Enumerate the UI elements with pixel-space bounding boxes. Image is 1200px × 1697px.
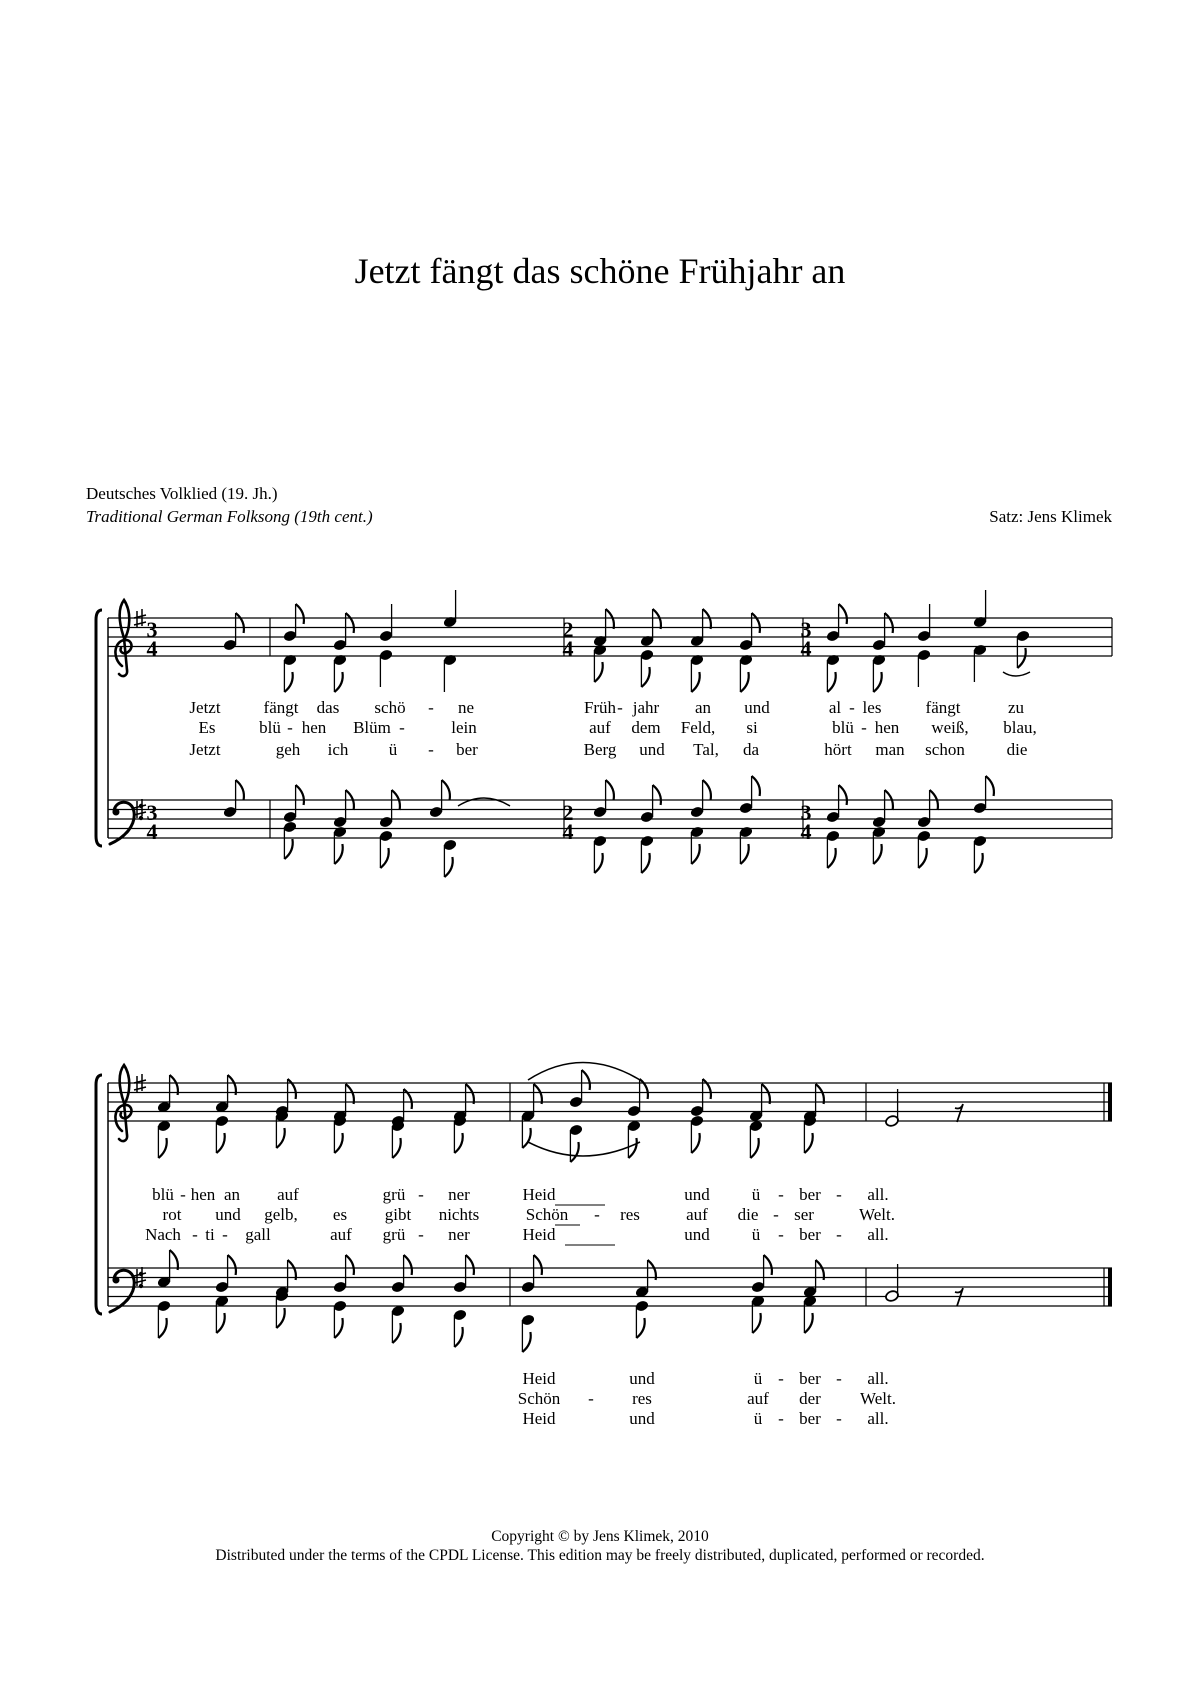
- note-flag: [740, 672, 748, 692]
- lyric: res: [632, 1389, 652, 1408]
- lyric: ü: [753, 1409, 763, 1428]
- note-flag: [288, 1079, 296, 1099]
- lyrics-system-2-upper: [145, 1185, 895, 1244]
- lyric: Schön: [525, 1205, 569, 1224]
- note-flag: [380, 848, 388, 868]
- ts-bass-1-top: 3: [146, 800, 158, 825]
- lyric: ich: [327, 740, 349, 759]
- note-flag: [873, 672, 881, 692]
- lyric: -: [287, 718, 293, 737]
- note-flag: [691, 672, 699, 692]
- lyric: nichts: [438, 1205, 480, 1224]
- lyric: und: [684, 1225, 710, 1244]
- note-flag: [404, 1255, 412, 1275]
- note-flag: [346, 1255, 354, 1275]
- lyric: grü: [382, 1225, 406, 1244]
- lyric: -: [399, 718, 405, 737]
- note-flag: [628, 1138, 636, 1158]
- lyric: fängt: [925, 698, 961, 717]
- lyric: an: [694, 698, 712, 717]
- note-flag: [334, 844, 342, 864]
- lyric: -: [222, 1225, 228, 1244]
- lyric: Feld,: [680, 718, 716, 737]
- lyric: rot: [162, 1205, 182, 1224]
- note-flag: [594, 662, 602, 682]
- lyric: al: [828, 698, 842, 717]
- note-flag: [236, 780, 244, 800]
- source-german: Deutsches Volklied (19. Jh.): [86, 484, 278, 503]
- lyric: ü: [388, 740, 398, 759]
- lyric: Es: [198, 718, 216, 737]
- ts-treble-1-bottom: 4: [146, 636, 158, 661]
- note-flag: [703, 780, 711, 800]
- note-flag: [296, 785, 304, 805]
- note-flag: [974, 853, 982, 873]
- note-flag: [334, 1133, 342, 1153]
- lyric: auf: [686, 1205, 708, 1224]
- lyric: und: [639, 740, 665, 759]
- lyric: jahr: [632, 698, 660, 717]
- lyric: ber: [799, 1225, 821, 1244]
- lyric: Nach: [145, 1225, 181, 1244]
- note-flag: [334, 1318, 342, 1338]
- ts-bass-2-top: 2: [562, 800, 574, 825]
- lyric: si: [746, 718, 758, 737]
- lyric: Berg: [583, 740, 617, 759]
- lyric: -: [773, 1205, 779, 1224]
- lyric: fängt: [263, 698, 299, 717]
- lyric: Jetzt: [189, 698, 221, 717]
- lyric: geh: [275, 740, 301, 759]
- lyric: grü: [382, 1185, 406, 1204]
- note-flag: [284, 672, 292, 692]
- lyric: -: [836, 1369, 842, 1388]
- note-flag: [570, 1142, 578, 1162]
- ts-bass-2-bottom: 4: [562, 819, 574, 844]
- lyric: lein: [451, 718, 477, 737]
- lyric: -: [617, 698, 623, 717]
- note-flag: [444, 857, 452, 877]
- sharp-icon: [134, 1267, 146, 1286]
- lyric: ber: [799, 1369, 821, 1388]
- lyric: an: [223, 1185, 241, 1204]
- note-flag: [752, 776, 760, 796]
- note-flag: [827, 672, 835, 692]
- lyric: auf: [589, 718, 611, 737]
- note-flag: [534, 1084, 542, 1104]
- note-flag: [636, 1318, 644, 1338]
- lyric: all.: [867, 1409, 889, 1428]
- lyric: blü: [832, 718, 854, 737]
- lyric: weiß,: [931, 718, 969, 737]
- lyric: Jetzt: [189, 740, 221, 759]
- lyric: Welt.: [860, 1389, 896, 1408]
- note-flag: [641, 667, 649, 687]
- lyric: die: [1006, 740, 1028, 759]
- note-flag: [752, 1313, 760, 1333]
- note-flag: [158, 1138, 166, 1158]
- lyric: all.: [867, 1369, 889, 1388]
- lyric: all.: [867, 1225, 889, 1244]
- note-flag: [276, 1308, 284, 1328]
- lyric: gall: [245, 1225, 271, 1244]
- lyric: man: [875, 740, 905, 759]
- note-flag: [236, 613, 244, 633]
- ts-bass-3-top: 3: [800, 800, 812, 825]
- lyric: -: [836, 1225, 842, 1244]
- ts-treble-1-top: 3: [146, 617, 158, 642]
- lyric: und: [684, 1185, 710, 1204]
- note-flag: [606, 609, 614, 629]
- lyric: -: [192, 1225, 198, 1244]
- lyric: ü: [753, 1369, 763, 1388]
- lyric: -: [836, 1185, 842, 1204]
- lyric: all.: [867, 1185, 889, 1204]
- note-flag: [534, 1255, 542, 1275]
- clefs: [110, 600, 146, 1312]
- lyric: schö: [374, 698, 406, 717]
- note-flag: [752, 613, 760, 633]
- note-flag: [653, 609, 661, 629]
- lyric: -: [778, 1225, 784, 1244]
- note-flag: [804, 1313, 812, 1333]
- lyric: Heid: [522, 1185, 556, 1204]
- lyric: das: [316, 698, 340, 717]
- lyric: Schön: [517, 1389, 561, 1408]
- lyric: die: [737, 1205, 759, 1224]
- slur: [458, 798, 510, 806]
- lyric: Welt.: [859, 1205, 895, 1224]
- lyric: -: [180, 1185, 186, 1204]
- slur: [1003, 672, 1030, 676]
- treble-clef-icon: [115, 600, 131, 676]
- note-flag: [885, 613, 893, 633]
- note-flag: [691, 1133, 699, 1153]
- note-flag: [804, 1133, 812, 1153]
- note-flag: [466, 1084, 474, 1104]
- lyric: ser: [794, 1205, 814, 1224]
- ts-treble-2-top: 2: [562, 617, 574, 642]
- note-flag: [216, 1133, 224, 1153]
- note-flag: [582, 1070, 590, 1090]
- copyright-notice: [0, 1527, 1200, 1565]
- lyric: hört: [824, 740, 852, 759]
- system-brace: [96, 1075, 102, 1314]
- lyric: ne: [457, 698, 475, 717]
- lyric: Heid: [522, 1225, 556, 1244]
- lyric: dem: [631, 718, 661, 737]
- note-flag: [466, 1255, 474, 1275]
- note-flag: [691, 844, 699, 864]
- note-flag: [276, 1128, 284, 1148]
- system-brace: [96, 610, 102, 846]
- note-flag: [606, 780, 614, 800]
- note-flag: [442, 780, 450, 800]
- lyric: blü: [152, 1185, 174, 1204]
- note-flag: [392, 1138, 400, 1158]
- note-flag: [873, 844, 881, 864]
- lyric: -: [849, 698, 855, 717]
- lyric: -: [588, 1389, 594, 1408]
- note-flag: [346, 613, 354, 633]
- lyric: hen: [874, 718, 900, 737]
- page-title: Jetzt fängt das schöne Frühjahr an: [354, 251, 846, 291]
- lyric: Tal,: [693, 740, 719, 759]
- lyric: -: [778, 1369, 784, 1388]
- lyric: und: [629, 1369, 655, 1388]
- note-flag: [392, 1323, 400, 1343]
- lyric: -: [594, 1205, 600, 1224]
- ts-bass-3-bottom: 4: [800, 819, 812, 844]
- lyric: -: [836, 1409, 842, 1428]
- note-flag: [762, 1084, 770, 1104]
- arranger-credit: Satz: Jens Klimek: [989, 507, 1112, 526]
- note-flag: [839, 604, 847, 624]
- lyric: da: [742, 740, 760, 759]
- note-flag: [594, 853, 602, 873]
- lyric: -: [418, 1185, 424, 1204]
- lyric: der: [799, 1389, 821, 1408]
- slur: [528, 1142, 640, 1156]
- note-flag: [170, 1250, 178, 1270]
- note-flag: [334, 672, 342, 692]
- note-flag: [454, 1327, 462, 1347]
- ts-treble-3-bottom: 4: [800, 636, 812, 661]
- lyric: res: [620, 1205, 640, 1224]
- lyrics-system-1: [189, 698, 1036, 759]
- lyric: ti: [205, 1225, 215, 1244]
- lyric: ber: [799, 1185, 821, 1204]
- ts-treble-2-bottom: 4: [562, 636, 574, 661]
- treble-clef-icon: [115, 1065, 131, 1141]
- lyric: gibt: [384, 1205, 412, 1224]
- note-flag: [816, 1084, 824, 1104]
- note-flag: [703, 1079, 711, 1099]
- lyric: blau,: [1003, 718, 1037, 737]
- note-flag: [284, 839, 292, 859]
- lyric: -: [418, 1225, 424, 1244]
- lyric: gelb,: [264, 1205, 298, 1224]
- lyric: auf: [330, 1225, 352, 1244]
- lyric: und: [215, 1205, 241, 1224]
- system-braces: [96, 610, 108, 1314]
- lyric: es: [332, 1205, 348, 1224]
- note-flag: [827, 848, 835, 868]
- lyric: hen: [190, 1185, 216, 1204]
- lyric: Heid: [522, 1369, 556, 1388]
- lyric: zu: [1007, 698, 1025, 717]
- lyric: -: [428, 740, 434, 759]
- lyric: auf: [277, 1185, 299, 1204]
- lyrics-system-2-lower: [518, 1369, 896, 1428]
- note-flag: [522, 1332, 530, 1352]
- lyric: schon: [925, 740, 965, 759]
- note-flag: [641, 853, 649, 873]
- note-flag: [346, 1084, 354, 1104]
- lyric: ner: [448, 1225, 470, 1244]
- lyric: -: [778, 1185, 784, 1204]
- ts-bass-1-bottom: 4: [146, 819, 158, 844]
- lyric: -: [778, 1409, 784, 1428]
- lyric: -: [861, 718, 867, 737]
- lyric: Heid: [522, 1409, 556, 1428]
- eighth-rest-icon: [955, 1104, 963, 1122]
- source-english: Traditional German Folksong (19th cent.): [86, 507, 373, 526]
- lyric: ü: [751, 1225, 761, 1244]
- note-flag: [703, 609, 711, 629]
- lyric: und: [629, 1409, 655, 1428]
- lyric: ber: [456, 740, 478, 759]
- lyric: hen: [301, 718, 327, 737]
- note-flag: [740, 844, 748, 864]
- lyric: les: [862, 698, 882, 717]
- note-flag: [986, 776, 994, 796]
- lyric: ner: [448, 1185, 470, 1204]
- note-flag: [839, 785, 847, 805]
- ts-treble-3-top: 3: [800, 617, 812, 642]
- lyric: ber: [799, 1409, 821, 1428]
- note-flag: [640, 1079, 648, 1099]
- lyric: auf: [747, 1389, 769, 1408]
- lyric: blü: [259, 718, 281, 737]
- note-flag: [750, 1138, 758, 1158]
- note-flag: [918, 848, 926, 868]
- license-line: Distributed under the terms of the CPDL License. This edition may be freely distributed, duplicated, performed or recorded.: [215, 1547, 985, 1564]
- lyric: Früh: [583, 698, 617, 717]
- lyric: -: [428, 698, 434, 717]
- note-flag: [216, 1313, 224, 1333]
- note-flag: [296, 604, 304, 624]
- lyric: ü: [751, 1185, 761, 1204]
- note-flag: [1017, 648, 1025, 668]
- note-flag: [454, 1133, 462, 1153]
- note-flag: [228, 1255, 236, 1275]
- sharp-icon: [134, 799, 146, 818]
- note-flag: [158, 1318, 166, 1338]
- note-flag: [653, 785, 661, 805]
- copyright-line: Copyright © by Jens Klimek, 2010: [491, 1528, 709, 1545]
- lyric: Blüm: [353, 718, 391, 737]
- note-flag: [764, 1255, 772, 1275]
- note-flag: [522, 1128, 530, 1148]
- lyric: und: [744, 698, 770, 717]
